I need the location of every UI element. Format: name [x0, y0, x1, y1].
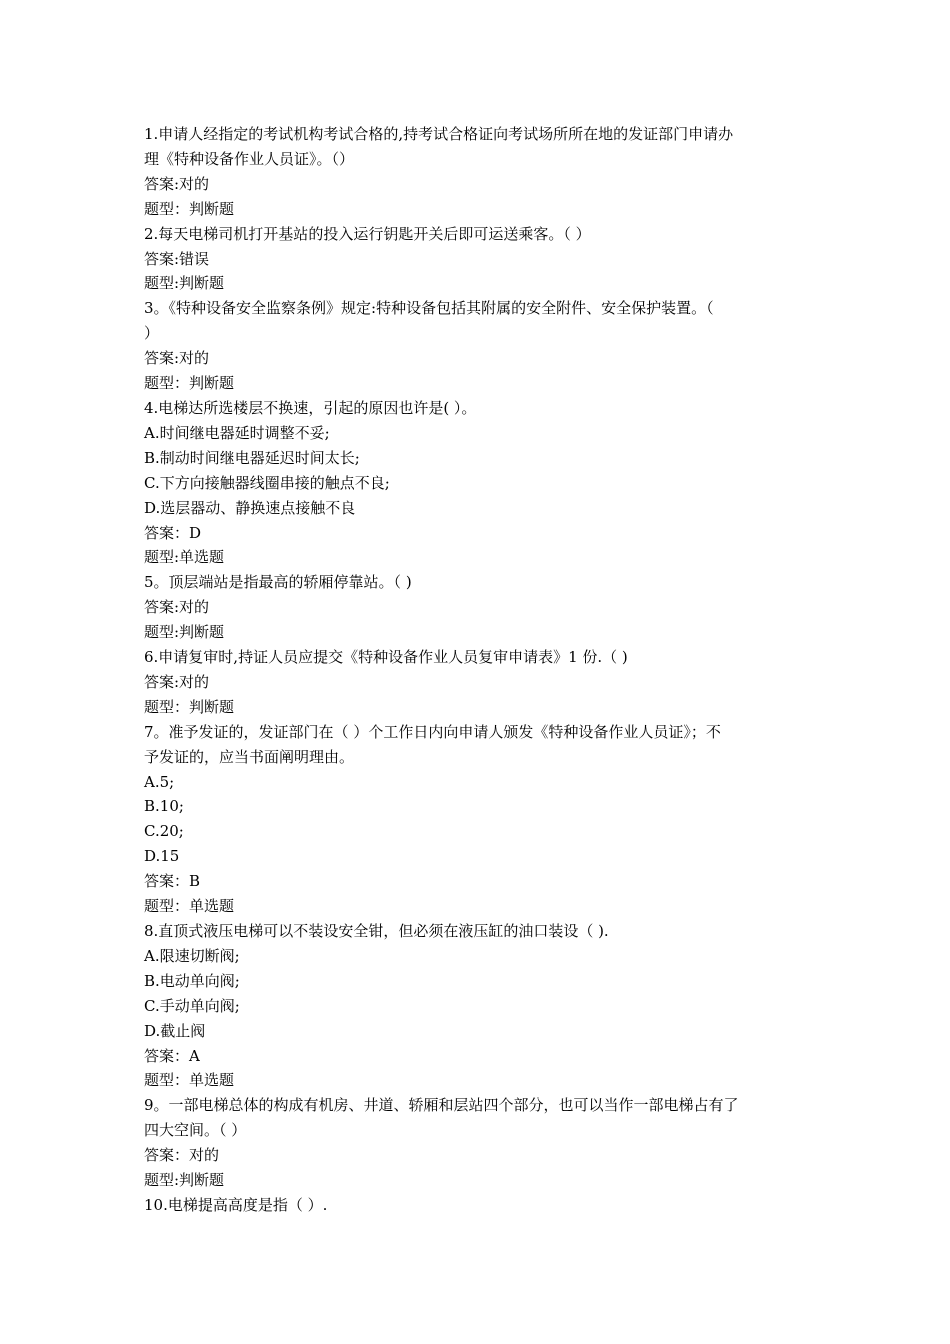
- line-q5-type: 题型:判断题: [144, 623, 225, 642]
- line-q1-text-2: 理《特种设备作业人员证》。（）: [144, 149, 355, 168]
- line-q4-type: 题型:单选题: [144, 548, 225, 567]
- line-q7-option-a: A.5;: [144, 772, 175, 791]
- line-q6-text: 6.申请复审时,持证人员应提交《特种设备作业人员复审申请表》1 份.（ ): [144, 648, 628, 667]
- line-q3-text-2: ）: [144, 324, 160, 343]
- line-q3-text-1: 3。《特种设备安全监察条例》规定:特种设备包括其附属的安全附件、安全保护装置。（: [144, 299, 714, 318]
- line-q1-type: 题型：判断题: [144, 199, 235, 218]
- line-q10-text: 10.电梯提高高度是指（ ）.: [144, 1195, 328, 1214]
- line-q1-answer: 答案:对的: [144, 174, 210, 193]
- line-q8-type: 题型：单选题: [144, 1071, 235, 1090]
- document-page: [144, 122, 808, 1218]
- line-q2-text: 2.每天电梯司机打开基站的投入运行钥匙开关后即可运送乘客。（ ）: [144, 224, 591, 243]
- line-q8-option-c: C.手动单向阀;: [144, 996, 240, 1015]
- line-q7-option-b: B.10;: [144, 797, 184, 816]
- line-q2-type: 题型:判断题: [144, 274, 225, 293]
- line-q6-type: 题型：判断题: [144, 697, 235, 716]
- line-q5-text: 5。顶层端站是指最高的轿厢停靠站。（ ): [144, 573, 412, 592]
- line-q8-answer: 答案：A: [144, 1046, 200, 1065]
- line-q4-option-d: D.选层器动、静换速点接触不良: [144, 498, 356, 517]
- line-q4-answer: 答案：D: [144, 523, 202, 542]
- line-q9-text-2: 四大空间。（ ）: [144, 1121, 247, 1140]
- line-q9-answer: 答案：对的: [144, 1146, 220, 1165]
- line-q9-type: 题型:判断题: [144, 1171, 225, 1190]
- line-q9-text-1: 9。一部电梯总体的构成有机房、井道、轿厢和层站四个部分，也可以当作一部电梯占有了: [144, 1096, 739, 1115]
- line-q4-option-c: C.下方向接触器线圈串接的触点不良;: [144, 473, 390, 492]
- line-q2-answer: 答案:错误: [144, 249, 210, 268]
- line-q7-option-d: D.15: [144, 847, 180, 866]
- line-q8-text: 8.直顶式液压电梯可以不装设安全钳，但必须在液压缸的油口装设（ ).: [144, 922, 609, 940]
- line-q6-answer: 答案:对的: [144, 672, 210, 691]
- line-q3-answer: 答案:对的: [144, 349, 210, 368]
- line-q4-option-b: B.制动时间继电器延迟时间太长;: [144, 448, 360, 467]
- line-q7-option-c: C.20;: [144, 822, 184, 841]
- line-q8-option-d: D.截止阀: [144, 1021, 206, 1040]
- line-q3-type: 题型：判断题: [144, 374, 235, 393]
- line-q5-answer: 答案:对的: [144, 598, 210, 617]
- line-q8-option-a: A.限速切断阀;: [144, 946, 240, 965]
- line-q7-text-2: 予发证的，应当书面阐明理由。: [144, 747, 355, 766]
- line-q4-text: 4.电梯达所选楼层不换速，引起的原因也许是( ）。: [144, 398, 477, 417]
- line-q7-type: 题型：单选题: [144, 897, 235, 916]
- line-q4-option-a: A.时间继电器延时调整不妥;: [144, 423, 330, 442]
- line-q8-option-b: B.电动单向阀;: [144, 971, 240, 990]
- line-q1-text-1: 1.申请人经指定的考试机构考试合格的,持考试合格证向考试场所所在地的发证部门申请办: [144, 125, 734, 143]
- line-q7-text-1: 7。准予发证的，发证部门在（ ）个工作日内向申请人颁发《特种设备作业人员证》；不: [144, 722, 721, 741]
- line-q7-answer: 答案：B: [144, 872, 201, 891]
